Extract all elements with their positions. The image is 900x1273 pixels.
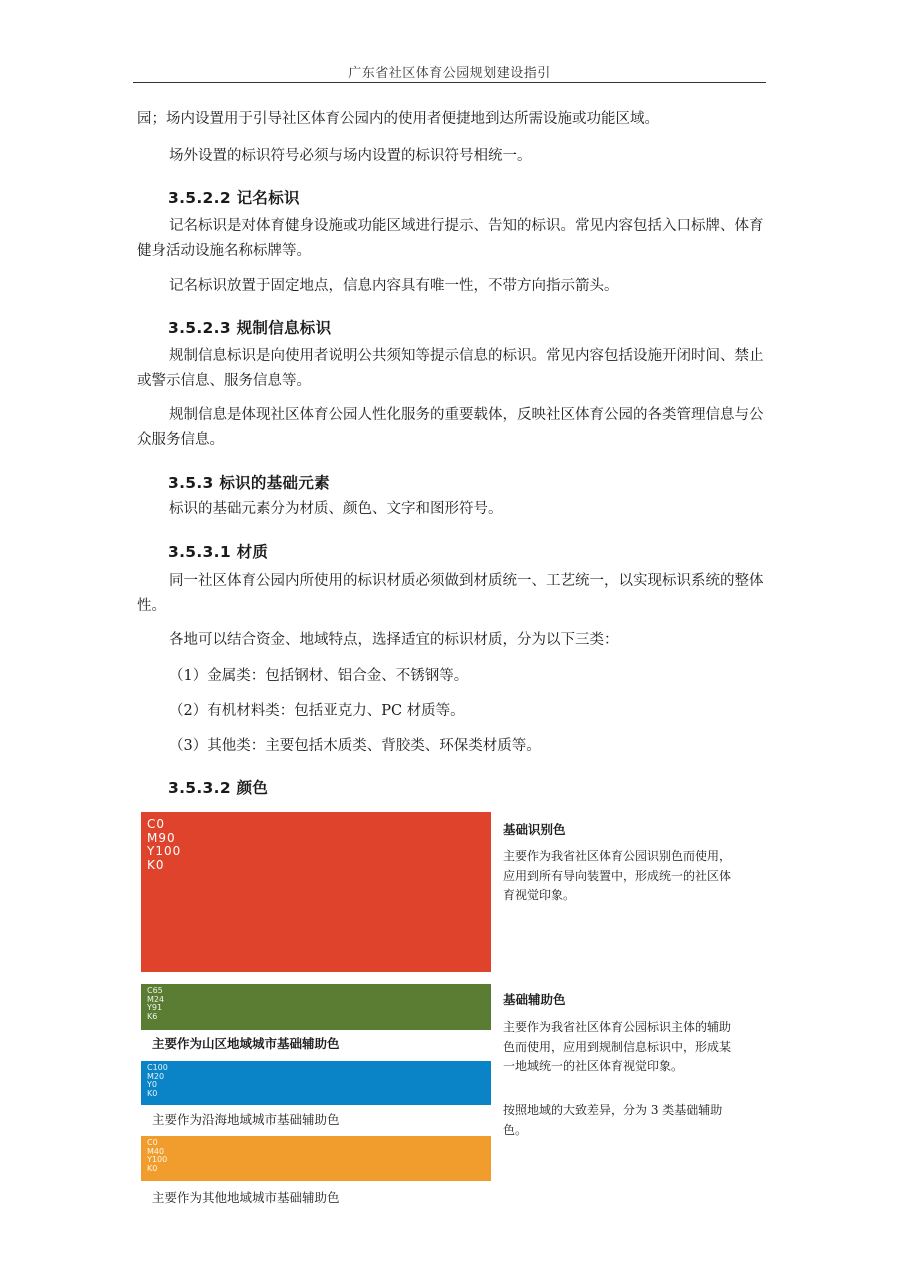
cmyk-k: K0 <box>147 1163 158 1173</box>
section-heading-353: 3.5.3 标识的基础元素 <box>168 474 330 492</box>
paragraph: 记名标识放置于固定地点，信息内容具有唯一性，不带方向指示箭头。 <box>169 278 619 294</box>
paragraph: 同一社区体育公园内所使用的标识材质必须做到材质统一、工艺统一，以实现标识系统的整体性。 <box>137 573 764 614</box>
cmyk-c: C100 <box>147 1063 168 1072</box>
swatch-caption-green: 主要作为山区地域城市基础辅助色 <box>152 1036 340 1051</box>
paragraph: 各地可以结合资金、地域特点，选择适宜的标识材质，分为以下三类： <box>169 632 619 648</box>
cmyk-y: Y91 <box>147 1003 163 1012</box>
color-swatch-basic-red <box>141 812 491 972</box>
section-heading-3522: 3.5.2.2 记名标识 <box>168 189 300 207</box>
material-item-other: （3）其他类：主要包括木质类、背胶类、环保类材质等。 <box>169 738 541 754</box>
color-swatch-aux-orange <box>141 1136 491 1181</box>
aux-color-title: 基础辅助色 <box>503 992 566 1007</box>
cmyk-m: M20 <box>147 1071 165 1081</box>
cmyk-k: K6 <box>147 1011 158 1021</box>
cmyk-c: C65 <box>147 986 163 995</box>
cmyk-m: M90 <box>147 830 176 845</box>
cmyk-y: Y100 <box>147 844 182 858</box>
aux-color-description: 主要作为我省社区体育公园标识主体的辅助色而使用，应用到规制信息标识中，形成某一地域统一的社区体育视觉印象。 <box>503 1020 732 1073</box>
color-swatch-aux-green <box>141 984 491 1030</box>
section-heading-3523: 3.5.2.3 规制信息标识 <box>168 319 332 337</box>
aux-color-note: 按照地域的大致差异，分为 3 类基础辅助色。 <box>503 1103 723 1137</box>
page-header: 广东省社区体育公园规划建设指引 <box>348 66 551 81</box>
header-rule <box>133 82 766 83</box>
basic-color-description: 主要作为我省社区体育公园识别色而使用，应用到所有导向装置中，形成统一的社区体育视觉印象。 <box>503 849 732 902</box>
swatch-caption-blue: 主要作为沿海地域城市基础辅助色 <box>152 1112 340 1127</box>
section-heading-3532: 3.5.3.2 颜色 <box>168 779 269 797</box>
paragraph: 记名标识是对体育健身设施或功能区域进行提示、告知的标识。常见内容包括入口标牌、体育健身活动设施名称标牌等。 <box>137 218 764 259</box>
basic-color-title: 基础识别色 <box>503 822 566 837</box>
cmyk-c: C0 <box>147 1138 158 1147</box>
paragraph: 规制信息是体现社区体育公园人性化服务的重要载体，反映社区体育公园的各类管理信息与公众服务信息。 <box>137 407 764 448</box>
material-item-organic: （2）有机材料类：包括亚克力、PC 材质等。 <box>169 703 465 719</box>
cmyk-m: M40 <box>147 1146 165 1156</box>
cmyk-k: K0 <box>147 857 165 872</box>
swatch-caption-orange: 主要作为其他地域城市基础辅助色 <box>152 1190 340 1205</box>
cmyk-y: Y100 <box>147 1155 168 1164</box>
section-heading-3531: 3.5.3.1 材质 <box>168 543 269 561</box>
material-item-metal: （1）金属类：包括钢材、铝合金、不锈钢等。 <box>169 668 469 684</box>
paragraph: 规制信息标识是向使用者说明公共须知等提示信息的标识。常见内容包括设施开闭时间、禁止或警示信息、服务信息等。 <box>137 348 764 389</box>
paragraph: 场外设置的标识符号必须与场内设置的标识符号相统一。 <box>169 148 532 164</box>
cmyk-k: K0 <box>147 1088 158 1098</box>
paragraph: 标识的基础元素分为材质、颜色、文字和图形符号。 <box>169 501 503 517</box>
cmyk-c: C0 <box>147 817 166 831</box>
paragraph: 园；场内设置用于引导社区体育公园内的使用者便捷地到达所需设施或功能区域。 <box>137 111 659 127</box>
cmyk-y: Y0 <box>147 1080 157 1089</box>
color-swatch-aux-blue <box>141 1061 491 1105</box>
cmyk-m: M24 <box>147 994 165 1004</box>
